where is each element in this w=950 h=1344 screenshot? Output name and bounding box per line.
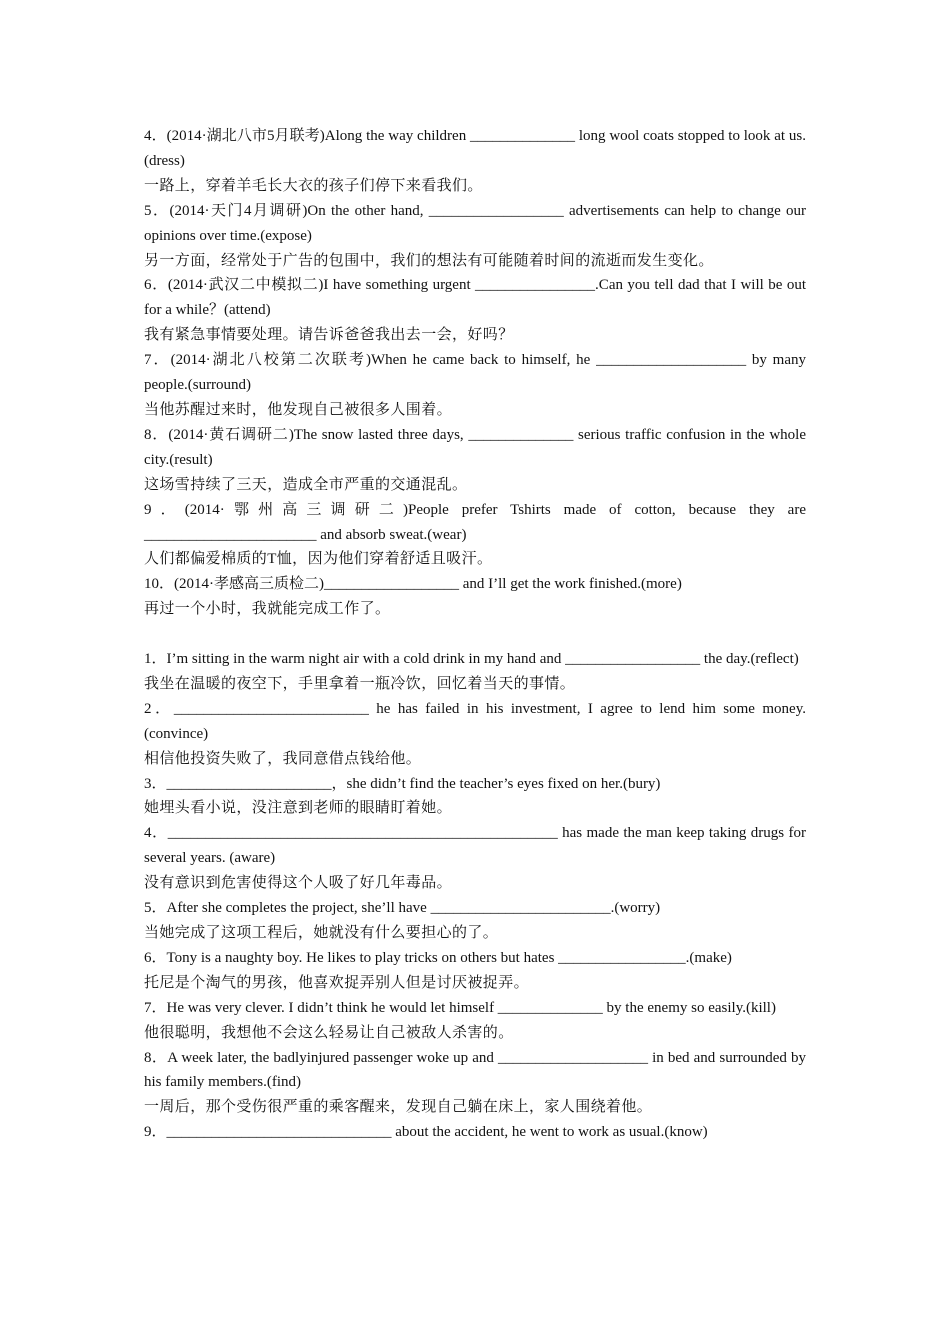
item-3 <box>144 772 806 822</box>
item-9-chinese: 人们都偏爱棉质的T恤，因为他们穿着舒适且吸汗。 <box>144 551 493 568</box>
item-9 <box>144 498 806 573</box>
item-5b <box>144 896 806 946</box>
item-4b-chinese: 没有意识到危害使得这个人吸了好几年毒品。 <box>144 875 453 892</box>
item-6-chinese: 我有紧急事情要处理。请告诉爸爸我出去一会，好吗？ <box>144 327 514 344</box>
item-7b-english: 7．He was very clever. I didn’t think he would let himself ______________ by the enemy so easily.(kill) <box>144 999 776 1016</box>
item-4-chinese: 一路上，穿着羊毛长大衣的孩子们停下来看我们。 <box>144 177 483 194</box>
item-5-chinese: 另一方面，经常处于广告的包围中，我们的想法有可能随着时间的流逝而发生变化。 <box>144 252 714 269</box>
item-3-english: 3．______________________，she didn’t find the teacher’s eyes fixed on her.(bury) <box>144 775 661 792</box>
item-6 <box>144 273 806 348</box>
item-6b <box>144 946 806 996</box>
item-8-chinese: 这场雪持续了三天，造成全市严重的交通混乱。 <box>144 476 468 493</box>
item-8b-english: 8．A week later, the badlyinjured passenger woke up and ____________________ in bed and surrounded by his family members.(find) <box>144 1049 806 1091</box>
item-2-english: 2．__________________________ he has failed in his investment, I agree to lend him some money.(convince) <box>144 700 806 742</box>
item-5b-english: 5．After she completes the project, she’ll have ________________________.(worry) <box>144 900 661 917</box>
item-6b-english: 6．Tony is a naughty boy. He likes to play tricks on others but hates _________________.(make) <box>144 949 732 966</box>
item-10 <box>144 572 806 622</box>
item-10-chinese: 再过一个小时，我就能完成工作了。 <box>144 601 391 618</box>
item-8 <box>144 423 806 498</box>
exercise-section-1 <box>144 124 806 622</box>
item-4b <box>144 821 806 896</box>
item-3-chinese: 她埋头看小说，没注意到老师的眼睛盯着她。 <box>144 800 453 817</box>
item-6-english: 6．(2014·武汉二中模拟二)I have something urgent ________________.Can you tell dad that I will be out for a while？(attend) <box>144 277 806 319</box>
item-9-english: 9．(2014·鄂州高三调研二)People prefer Tshirts made of cotton, because they are _______________________ and absorb sweat.(wear) <box>144 501 806 543</box>
item-7-chinese: 当他苏醒过来时，他发现自己被很多人围着。 <box>144 401 453 418</box>
item-1 <box>144 647 806 697</box>
item-7-english: 7．(2014·湖北八校第二次联考)When he came back to himself, he ____________________ by many people.(surround) <box>144 352 806 394</box>
item-6b-chinese: 托尼是个淘气的男孩，他喜欢捉弄别人但是讨厌被捉弄。 <box>144 974 530 991</box>
item-2 <box>144 697 806 772</box>
exercise-section-2 <box>144 647 806 1145</box>
item-5b-chinese: 当她完成了这项工程后，她就没有什么要担心的了。 <box>144 924 499 941</box>
item-4 <box>144 124 806 199</box>
item-10-english: 10．(2014·孝感高三质检二)__________________ and I’ll get the work finished.(more) <box>144 576 682 593</box>
item-7 <box>144 348 806 423</box>
item-2-chinese: 相信他投资失败了，我同意借点钱给他。 <box>144 750 422 767</box>
item-7b-chinese: 他很聪明，我想他不会这么轻易让自己被敌人杀害的。 <box>144 1024 514 1041</box>
document-page <box>144 124 806 1145</box>
item-8-english: 8．(2014·黄石调研二)The snow lasted three days, ______________ serious traffic confusion in the whole city.(result) <box>144 426 806 468</box>
section-spacer <box>144 622 806 647</box>
item-4b-english: 4．____________________________________________________ has made the man keep taking drugs for several years. (aware) <box>144 825 806 867</box>
item-8b-chinese: 一周后，那个受伤很严重的乘客醒来，发现自己躺在床上，家人围绕着他。 <box>144 1099 653 1116</box>
item-1-english: 1．I’m sitting in the warm night air with a cold drink in my hand and __________________ the day.(reflect) <box>144 651 799 668</box>
item-5-english: 5．(2014·天门4月调研)On the other hand, __________________ advertisements can help to change our opinions over time.(expose) <box>144 202 806 244</box>
item-4-english: 4．(2014·湖北八市5月联考)Along the way children ______________ long wool coats stopped to look at us.(dress) <box>144 128 806 169</box>
item-5 <box>144 199 806 274</box>
item-8b <box>144 1046 806 1121</box>
item-9b <box>144 1120 806 1145</box>
item-9b-english: 9．______________________________ about the accident, he went to work as usual.(know) <box>144 1124 708 1141</box>
item-7b <box>144 996 806 1046</box>
item-1-chinese: 我坐在温暖的夜空下，手里拿着一瓶冷饮，回忆着当天的事情。 <box>144 675 576 692</box>
